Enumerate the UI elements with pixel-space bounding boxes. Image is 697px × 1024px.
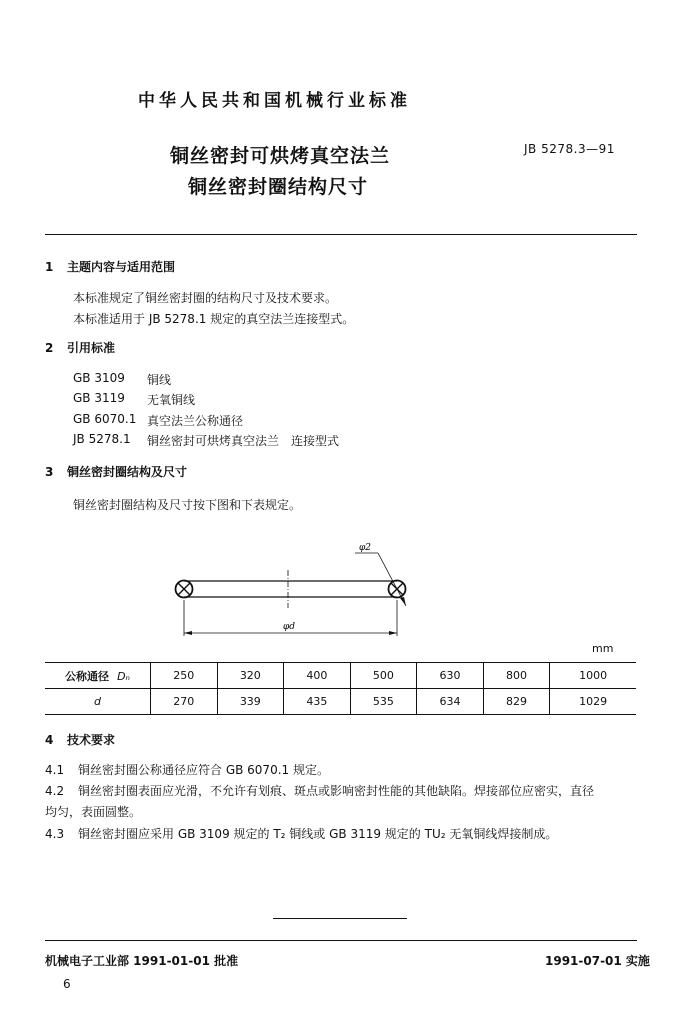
table-cell: 535 — [350, 689, 417, 715]
clause-number: 4.1 — [45, 763, 65, 777]
dimension-table — [45, 662, 636, 715]
reference-code: GB 3119 — [73, 391, 125, 405]
arrow-right — [389, 631, 397, 635]
section-title: 引用标准 — [67, 341, 116, 355]
table-cell: 320 — [217, 663, 284, 689]
row-header — [45, 689, 151, 715]
dim-d-label: φd — [283, 622, 296, 632]
table-row — [45, 689, 636, 715]
table-cell: 500 — [350, 663, 417, 689]
section-1-para-1: 本标准规定了铜丝密封圈的结构尺寸及技术要求。 — [73, 291, 338, 305]
dim-d2-label: φ2 — [359, 543, 372, 553]
table-cell: 250 — [151, 663, 218, 689]
page-number: 6 — [63, 977, 71, 991]
section-1-heading — [45, 258, 175, 275]
table-cell: 339 — [217, 689, 284, 715]
reference-title: 真空法兰公称通径 — [147, 414, 244, 428]
reference-title: 无氧铜线 — [147, 393, 196, 407]
standard-title-line2: 铜丝密封圈结构尺寸 — [188, 176, 369, 198]
section-number: 4 — [45, 733, 54, 747]
section-4-heading — [45, 731, 115, 748]
nominal-bore-symbol: Dₙ — [117, 669, 130, 683]
header-rule — [45, 234, 637, 235]
table-cell: 800 — [483, 663, 550, 689]
clause-text: 铜丝密封圈表面应光滑，不允许有划痕、斑点或影响密封性能的其他缺陷。焊接部位应密实，直径 — [78, 784, 595, 798]
table-cell: 1000 — [550, 663, 636, 689]
approval-info: 机械电子工业部 1991-01-01 批准 — [45, 954, 239, 968]
section-number: 3 — [45, 465, 54, 479]
issuing-organization: 中华人民共和国机械行业标准 — [138, 91, 411, 111]
requirement-4-2 — [45, 781, 645, 801]
table-cell: 400 — [284, 663, 351, 689]
section-2-heading — [45, 339, 115, 356]
reference-code: JB 5278.1 — [73, 432, 131, 446]
section-3-heading — [45, 463, 187, 480]
reference-title: 铜丝密封可烘烤真空法兰 连接型式 — [147, 434, 340, 448]
table-cell: 829 — [483, 689, 550, 715]
reference-title: 铜线 — [147, 373, 172, 387]
section-1-para-2: 本标准适用于 JB 5278.1 规定的真空法兰连接型式。 — [73, 312, 355, 326]
section-title: 主题内容与适用范围 — [67, 260, 176, 274]
reference-code: GB 3109 — [73, 371, 125, 385]
standard-code: JB 5278.3—91 — [524, 142, 615, 156]
requirement-4-2-continuation: 均匀，表面圆整。 — [45, 805, 142, 819]
table-cell: 1029 — [550, 689, 636, 715]
left-wire-section — [176, 581, 193, 598]
leader-arrow — [400, 597, 406, 606]
table-cell: 630 — [417, 663, 484, 689]
clause-text: 铜丝密封圈公称通径应符合 GB 6070.1 规定。 — [78, 763, 329, 777]
d-label: d — [94, 695, 101, 708]
arrow-left — [184, 631, 192, 635]
footer-rule — [45, 940, 637, 941]
row-header — [45, 663, 151, 689]
end-mark-rule — [273, 918, 407, 919]
table-cell: 435 — [284, 689, 351, 715]
table-unit: mm — [592, 642, 614, 655]
section-title: 技术要求 — [67, 733, 116, 747]
section-3-para: 铜丝密封圈结构及尺寸按下图和下表规定。 — [73, 498, 302, 512]
seal-ring-drawing — [150, 538, 430, 638]
effective-date: 1991-07-01 实施 — [545, 954, 650, 968]
clause-number: 4.2 — [45, 784, 65, 798]
section-title: 铜丝密封圈结构及尺寸 — [67, 465, 188, 479]
table-cell: 270 — [151, 689, 218, 715]
section-number: 2 — [45, 341, 54, 355]
table-row — [45, 663, 636, 689]
section-number: 1 — [45, 260, 54, 274]
nominal-bore-label: 公称通径 — [65, 669, 110, 683]
requirement-4-1 — [45, 760, 645, 780]
clause-text: 铜丝密封圈应采用 GB 3109 规定的 T₂ 铜线或 GB 3119 规定的 TU₂ 无氧铜线焊接制成。 — [78, 827, 558, 841]
clause-number: 4.3 — [45, 827, 65, 841]
reference-code: GB 6070.1 — [73, 412, 137, 426]
requirement-4-3 — [45, 824, 645, 844]
standard-title-line1: 铜丝密封可烘烤真空法兰 — [170, 145, 391, 167]
table-cell: 634 — [417, 689, 484, 715]
